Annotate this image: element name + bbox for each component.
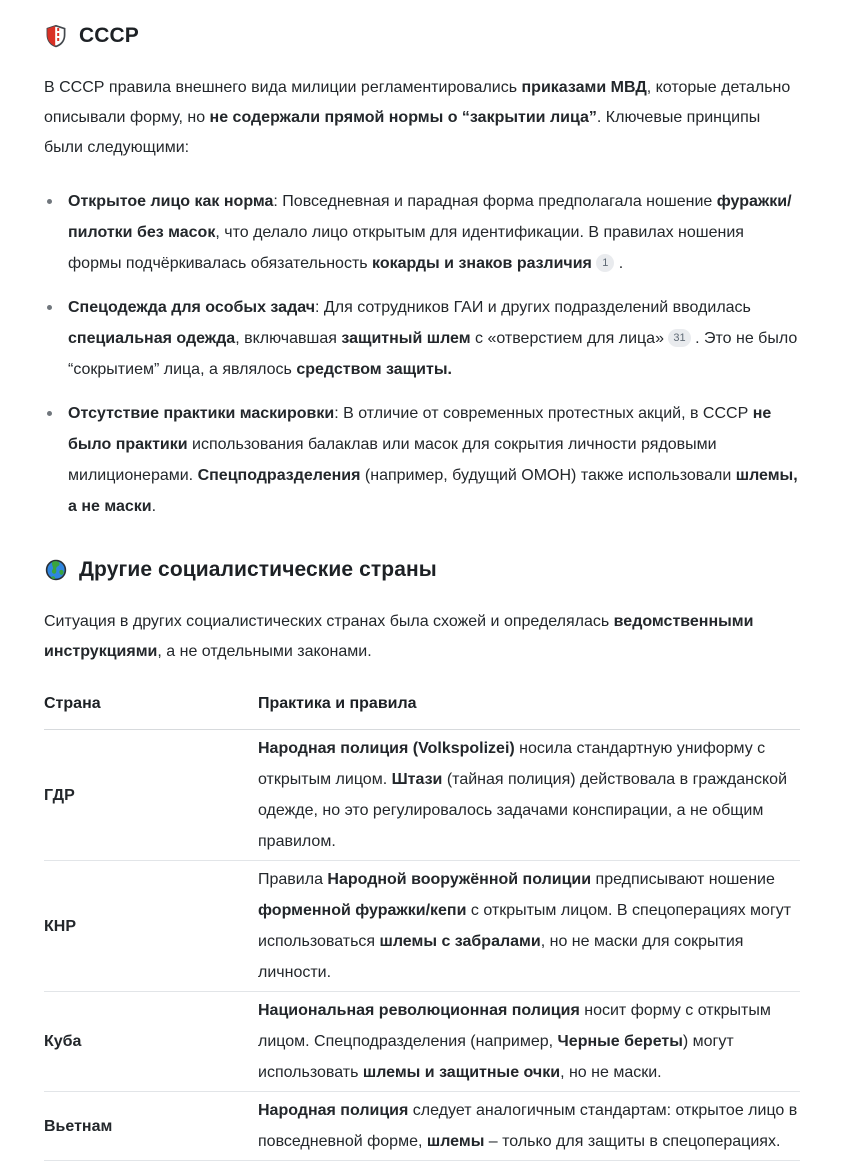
list-item-special-clothing xyxy=(44,292,800,385)
text-bold: не содержали прямой нормы о “закрытии лица” xyxy=(209,109,597,126)
text-bold: форменной фуражки/кепи xyxy=(258,902,467,919)
text-run: с открытым лицом. В спецоперациях могут использоваться xyxy=(258,902,792,950)
bullet-icon xyxy=(47,199,52,204)
text-run: носила стандартную униформу с открытым лицом. xyxy=(258,740,766,788)
countries-table xyxy=(44,695,800,1161)
text-run: носит форму с открытым лицом. Спецподразделения (например, xyxy=(258,1002,771,1050)
text-run: . Это не было “сокрытием” лица, а являлось xyxy=(68,330,798,378)
text-run: , а не отдельными законами. xyxy=(157,643,372,660)
globe-icon xyxy=(44,558,68,582)
citation-badge[interactable]: 1 xyxy=(596,254,614,272)
section-heading-other-countries xyxy=(44,558,800,582)
text-bold: средством защиты. xyxy=(296,361,452,378)
bullet-icon xyxy=(47,305,52,310)
text-run: , но не маски. xyxy=(560,1064,662,1081)
country-name: Вьетнам xyxy=(44,1092,258,1161)
principles-list xyxy=(44,186,800,522)
text-run: (например, будущий ОМОН) также использовали xyxy=(360,467,736,484)
text-bold: Национальная революционная полиция xyxy=(258,1002,580,1019)
section-title: Другие социалистические страны xyxy=(79,558,437,581)
other-intro-paragraph xyxy=(44,607,800,667)
text-run: Правила xyxy=(258,871,328,888)
text-run: использования балаклав или масок для сокрытия личности рядовыми милиционерами. xyxy=(68,436,717,484)
text-run: Ситуация в других социалистических странах была схожей и определялась xyxy=(44,613,614,630)
text-bold: шлемы с забралами xyxy=(379,933,541,950)
text-bold: фуражки/пилотки без масок xyxy=(68,193,792,241)
text-bold: Народная полиция (Volkspolizei) xyxy=(258,740,515,757)
list-item-text xyxy=(68,292,800,385)
text-run: с «отверстием для лица» xyxy=(470,330,669,347)
text-run: , но не маски для сокрытия личности. xyxy=(258,933,744,981)
text-run: : Повседневная и парадная форма предполагала ношение xyxy=(273,193,717,210)
table-row-gdr xyxy=(44,730,800,861)
text-bold: специальная одежда xyxy=(68,330,236,347)
list-item-no-masking xyxy=(44,398,800,522)
text-bold: шлемы и защитные очки xyxy=(362,1064,561,1081)
text-run: предписывают ношение xyxy=(591,871,775,888)
text-run: . Ключевые принципы были следующими: xyxy=(44,109,761,156)
section-ussr xyxy=(44,24,800,522)
text-bold: Штази xyxy=(391,771,443,788)
text-bold: приказами МВД xyxy=(521,79,647,96)
list-item-open-face xyxy=(44,186,800,279)
table-row-vietnam xyxy=(44,1092,800,1161)
country-practice xyxy=(258,1092,800,1161)
text-run: – только для защиты в спецоперациях. xyxy=(484,1133,781,1150)
ussr-intro-paragraph xyxy=(44,73,800,163)
text-bold: Спецподразделения xyxy=(197,467,361,484)
text-bold: Открытое лицо как норма xyxy=(68,193,274,210)
text-bold: защитный шлем xyxy=(341,330,471,347)
text-bold: не было практики xyxy=(68,405,772,453)
citation-badge[interactable]: 31 xyxy=(668,329,690,347)
text-bold: Народная полиция xyxy=(258,1102,409,1119)
country-practice xyxy=(258,730,800,861)
text-run: , включавшая xyxy=(235,330,342,347)
text-bold: Отсутствие практики маскировки xyxy=(68,405,335,422)
section-heading-ussr xyxy=(44,24,800,48)
text-bold: ведомственными инструкциями xyxy=(44,613,754,660)
section-title: СССР xyxy=(79,24,139,47)
text-run: (тайная полиция) действовала в гражданской одежде, но это регулировалось задачами конспирации, а не общим правилом. xyxy=(258,771,787,850)
bullet-icon xyxy=(47,411,52,416)
country-name: КНР xyxy=(44,861,258,992)
text-bold: Спецодежда для особых задач xyxy=(68,299,316,316)
list-item-text xyxy=(68,398,800,522)
column-header-country: Страна xyxy=(44,695,258,730)
table-row-china xyxy=(44,861,800,992)
shield-icon xyxy=(44,24,68,48)
text-run: В СССР правила внешнего вида милиции регламентировались xyxy=(44,79,522,96)
text-run: . xyxy=(151,498,157,515)
text-run: : В отличие от современных протестных акций, в СССР xyxy=(334,405,753,422)
text-run: ) могут использовать xyxy=(258,1033,734,1081)
text-bold: Черные береты xyxy=(557,1033,683,1050)
text-bold: шлемы, а не маски xyxy=(68,467,798,515)
column-header-practice: Практика и правила xyxy=(258,695,800,730)
table-header-row xyxy=(44,695,800,730)
text-run: следует аналогичным стандартам: открытое лицо в повседневной форме, xyxy=(258,1102,798,1150)
text-run: . xyxy=(614,255,624,272)
country-practice xyxy=(258,861,800,992)
country-name: Куба xyxy=(44,992,258,1092)
text-bold: Народной вооружённой полиции xyxy=(327,871,592,888)
country-name: ГДР xyxy=(44,730,258,861)
text-bold: шлемы xyxy=(426,1133,485,1150)
text-bold: кокарды и знаков различия xyxy=(372,255,592,272)
section-other-countries xyxy=(44,558,800,1161)
text-run: , которые детально описывали форму, но xyxy=(44,79,791,126)
list-item-text xyxy=(68,186,800,279)
text-run: : Для сотрудников ГАИ и других подразделений вводилась xyxy=(315,299,751,316)
text-run: , что делало лицо открытым для идентификации. В правилах ношения формы подчёркивалась обязательность xyxy=(68,224,744,272)
